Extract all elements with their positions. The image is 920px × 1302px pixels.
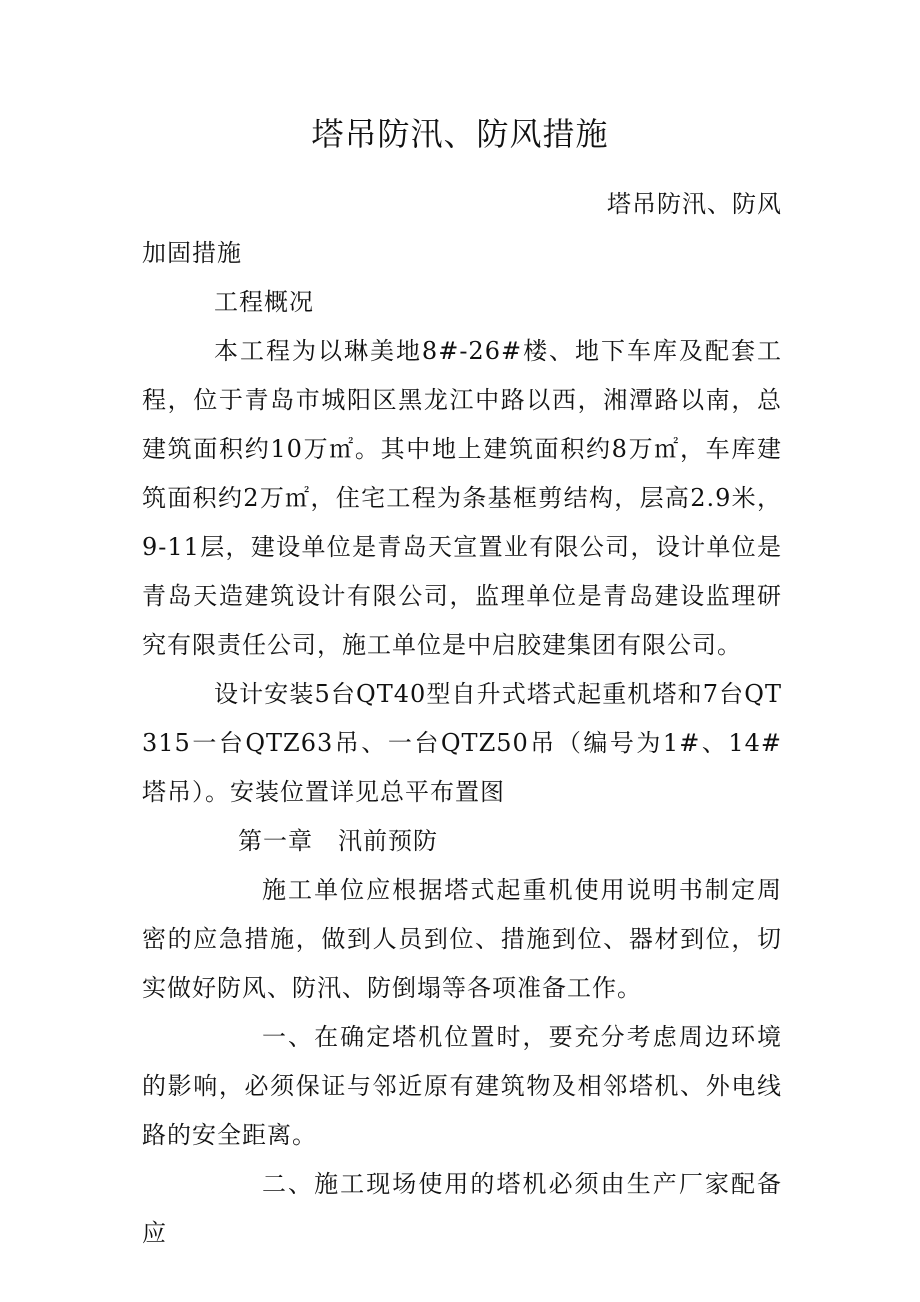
list-item-one: 一、在确定塔机位置时，要充分考虑周边环境的影响，必须保证与邻近原有建筑物及相邻塔机、外电线路的安全距离。 (142, 1023, 782, 1149)
paragraph-overview: 本工程为以琳美地8#-26#楼、地下车库及配套工程，位于青岛市城阳区黑龙江中路以西，湘潭路以南，总建筑面积约10万㎡。其中地上建筑面积约8万㎡，车库建筑面积约2万㎡，住宅工程为条基框剪结构，层高2.9米，9-11层，建设单位是青岛天宣置业有限公司，设计单位是青岛天造建筑设计有限公司，监理单位是青岛建设监理研究有限责任公司，施工单位是中启胶建集团有限公司。 (142, 337, 782, 659)
paragraph-chapter-one: 施工单位应根据塔式起重机使用说明书制定周密的应急措施，做到人员到位、措施到位、器材到位，切实做好防风、防汛、防倒塌等各项准备工作。 (142, 876, 782, 1002)
section-heading-overview: 工程概况 (214, 288, 314, 316)
document-title: 塔吊防汛、防风措施 (311, 115, 609, 153)
list-item-two: 二、施工现场使用的塔机必须由生产厂家配备应 (142, 1170, 782, 1247)
chapter-one-heading: 第一章 汛前预防 (238, 827, 438, 855)
subtitle-continuation: 加固措施 (142, 239, 242, 267)
subtitle-right: 塔吊防汛、防风 (607, 190, 782, 218)
paragraph-cranes: 设计安装5台QT40型自升式塔式起重机塔和7台QT315一台QTZ63吊、一台QTZ50吊（编号为1#、14#塔吊）。安装位置详见总平布置图 (142, 680, 782, 806)
